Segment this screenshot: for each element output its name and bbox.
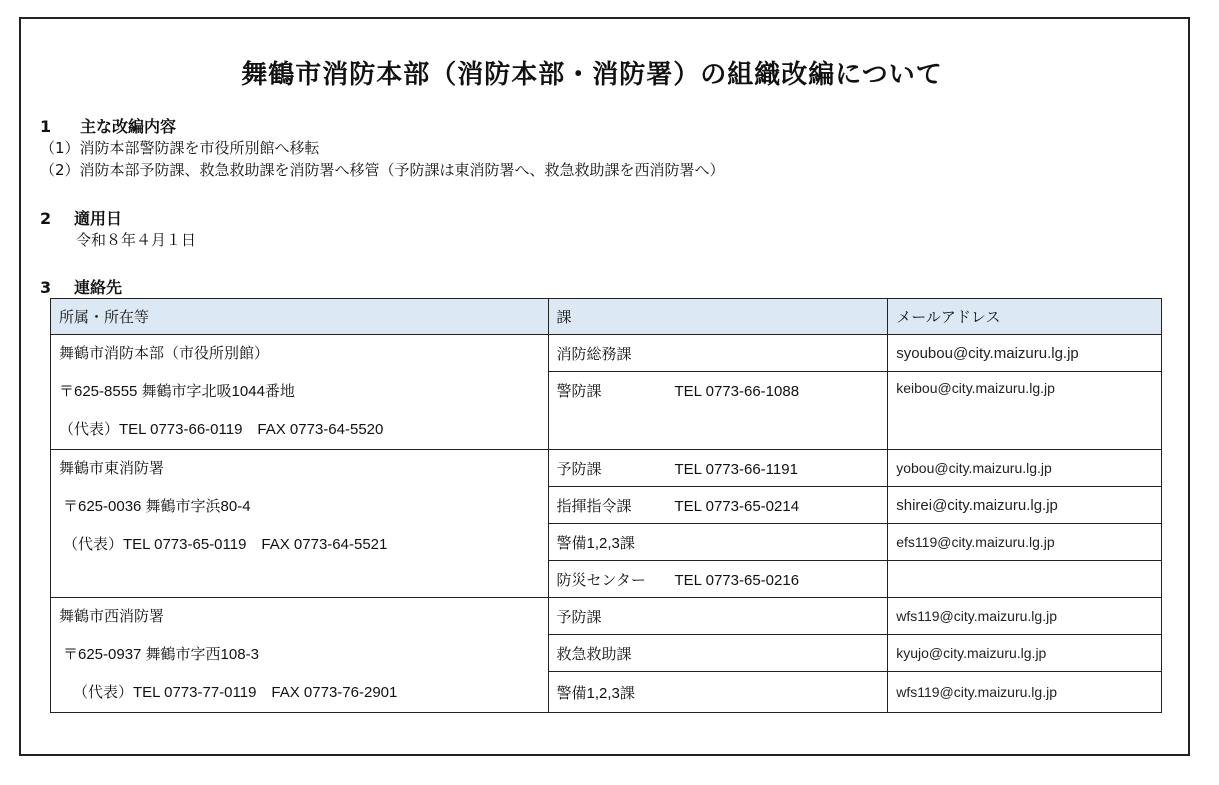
dept-name: 警備1,2,3課 (556, 534, 635, 552)
page-title: 舞鶴市消防本部（消防本部・消防署）の組織改編について (241, 60, 943, 90)
email-cell[interactable]: efs119@city.maizuru.lg.jp (888, 524, 1162, 561)
dept-tel: TEL 0773-66-1191 (674, 460, 798, 478)
email-cell[interactable]: keibou@city.maizuru.lg.jp (888, 372, 1162, 450)
dept-name: 予防課 (556, 460, 602, 478)
org-address: 〒625-0036 舞鶴市字浜80-4 (63, 498, 251, 515)
dept-tel: TEL 0773-66-1088 (674, 383, 800, 401)
dept-name: 警備1,2,3課 (556, 684, 635, 702)
dept-cell (548, 524, 888, 561)
section-3-heading (40, 275, 122, 298)
org-cell-hq (51, 335, 549, 450)
table-row (51, 450, 1162, 487)
table-row (51, 598, 1162, 635)
dept-cell (548, 450, 888, 487)
section-1-number: 1 (40, 117, 52, 136)
section-2-number: 2 (40, 209, 52, 228)
dept-name: 消防総務課 (556, 345, 632, 363)
org-cell-east (51, 450, 549, 598)
email-cell[interactable]: wfs119@city.maizuru.lg.jp (888, 598, 1162, 635)
org-phone: （代表）TEL 0773-77-0119 FAX 0773-76-2901 (73, 684, 398, 701)
email-cell[interactable]: kyujo@city.maizuru.lg.jp (888, 635, 1162, 672)
email-cell (888, 561, 1162, 598)
dept-cell (548, 335, 888, 372)
org-name: 舞鶴市西消防署 (59, 608, 165, 625)
org-phone: （代表）TEL 0773-66-0119 FAX 0773-64-5520 (59, 421, 384, 438)
dept-cell (548, 372, 888, 450)
email-cell[interactable]: wfs119@city.maizuru.lg.jp (888, 672, 1162, 713)
org-address: 〒625-8555 舞鶴市字北吸1044番地 (59, 383, 295, 400)
dept-name: 予防課 (556, 608, 602, 626)
dept-name: 指揮指令課 (556, 497, 632, 515)
dept-name: 救急救助課 (556, 645, 632, 663)
section-1-line-1: （1）消防本部警防課を市役所別館へ移転 (40, 139, 320, 157)
section-2-heading (40, 206, 122, 229)
contact-table (50, 298, 1162, 713)
section-2-line-1: 令和８年４月１日 (76, 231, 197, 249)
section-1-title: 主な改編内容 (80, 117, 177, 136)
section-3-number: 3 (40, 278, 52, 297)
dept-cell (548, 672, 888, 713)
dept-tel: TEL 0773-65-0214 (674, 497, 800, 515)
org-name: 舞鶴市東消防署 (59, 460, 165, 477)
section-1-heading (40, 114, 176, 137)
header-affiliation: 所属・所在等 (51, 299, 549, 335)
dept-name: 警防課 (556, 383, 602, 401)
table-header-row (51, 299, 1162, 335)
section-2-title: 適用日 (74, 209, 123, 228)
org-cell-west (51, 598, 549, 713)
header-department: 課 (548, 299, 888, 335)
dept-cell (548, 635, 888, 672)
header-email: メールアドレス (888, 299, 1162, 335)
section-1-line-2: （2）消防本部予防課、救急救助課を消防署へ移管（予防課は東消防署へ、救急救助課を西消防署へ） (40, 161, 725, 179)
org-phone: （代表）TEL 0773-65-0119 FAX 0773-64-5521 (63, 536, 388, 553)
org-address: 〒625-0937 舞鶴市字西108-3 (63, 646, 259, 663)
table-row (51, 335, 1162, 372)
email-cell[interactable]: shirei@city.maizuru.lg.jp (888, 487, 1162, 524)
email-cell[interactable]: yobou@city.maizuru.lg.jp (888, 450, 1162, 487)
org-name: 舞鶴市消防本部（市役所別館） (59, 345, 270, 362)
section-3-title: 連絡先 (74, 278, 123, 297)
dept-cell (548, 487, 888, 524)
dept-tel: TEL 0773-65-0216 (674, 571, 800, 589)
email-cell[interactable]: syoubou@city.maizuru.lg.jp (888, 335, 1162, 372)
dept-cell (548, 598, 888, 635)
dept-name: 防災センター (556, 571, 646, 589)
dept-cell (548, 561, 888, 598)
